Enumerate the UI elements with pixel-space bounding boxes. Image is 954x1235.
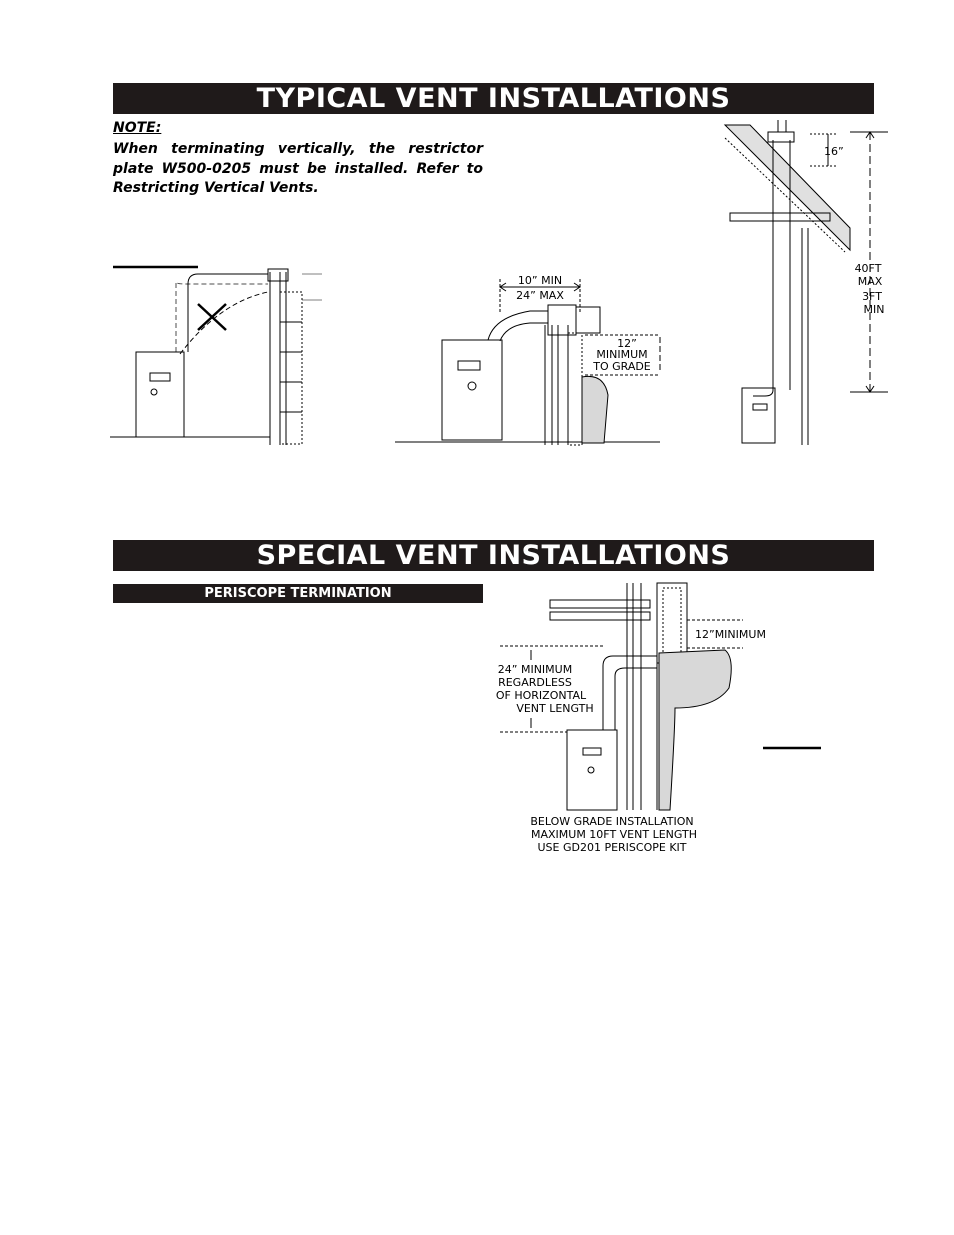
side-clearance-line4: VENT LENGTH — [516, 702, 594, 715]
figure-periscope-termination — [495, 578, 830, 858]
max-length-label: MAX — [857, 275, 883, 288]
min-length-value: 3FT — [862, 290, 882, 303]
side-clearance-line3: OF HORIZONTAL — [495, 689, 587, 702]
special-vent-installations-heading: SPECIAL VENT INSTALLATIONS — [113, 540, 874, 571]
caption-line3: USE GD201 PERISCOPE KIT — [537, 841, 687, 854]
note-label: NOTE: — [113, 120, 162, 136]
caption-line2: MAXIMUM 10FT VENT LENGTH — [530, 828, 698, 841]
grade-minimum-label: MINIMUM — [596, 348, 648, 361]
figure-incorrect-vent — [110, 262, 330, 447]
grade-to-grade-label: TO GRADE — [593, 360, 651, 373]
figure-horizontal-vent — [390, 265, 665, 447]
clearance-max-label: 24” MAX — [516, 289, 564, 302]
side-clearance-line2: REGARDLESS — [498, 676, 572, 689]
caption-line1: BELOW GRADE INSTALLATION — [530, 815, 694, 828]
grade-value-label: 12” — [617, 337, 637, 350]
top-clearance-label: 12”MINIMUM — [695, 628, 766, 641]
periscope-termination-heading: PERISCOPE TERMINATION — [113, 584, 483, 603]
clearance-min-label: 10” MIN — [517, 274, 563, 287]
min-length-label: MIN — [863, 303, 885, 316]
roof-clearance-label: 16” — [824, 145, 844, 158]
side-clearance-line1: 24” MINIMUM — [497, 663, 573, 676]
figure-vertical-vent — [720, 120, 892, 447]
max-length-value: 40FT — [854, 262, 882, 275]
typical-vent-installations-heading: TYPICAL VENT INSTALLATIONS — [113, 83, 874, 114]
note-text: When terminating vertically, the restrictor plate W500-0205 must be installed. Refer to Restricting Vertical Vents. — [113, 141, 483, 196]
